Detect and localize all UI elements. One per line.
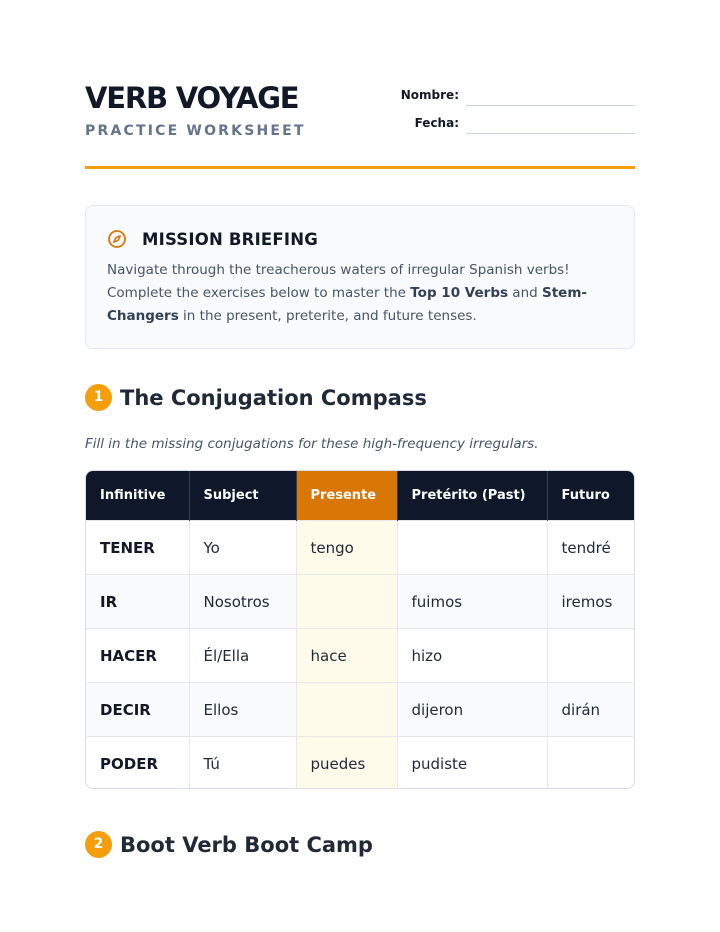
cell-preterito: fuimos: [397, 575, 547, 629]
table-row: [86, 737, 634, 790]
cell-subject: Ellos: [189, 683, 296, 737]
table-row: [86, 629, 634, 683]
date-label: Fecha:: [414, 116, 459, 130]
mission-briefing-box: [85, 205, 635, 349]
cell-futuro: tendré: [547, 521, 634, 575]
briefing-text-part: in the present, preterite, and future tenses.: [178, 308, 477, 324]
cell-presente: hace: [296, 629, 397, 683]
compass-icon: [107, 229, 127, 249]
section-1-instructions: Fill in the missing conjugations for these high-frequency irregulars.: [85, 436, 539, 452]
cell-futuro: dirán: [547, 683, 634, 737]
briefing-text: [107, 259, 607, 328]
table-row: [86, 683, 634, 737]
cell-preterito: dijeron: [397, 683, 547, 737]
cell-presente: puedes: [296, 737, 397, 790]
section-2-number-badge: 2: [85, 831, 112, 858]
section-2-title: Boot Verb Boot Camp: [120, 833, 373, 857]
cell-infinitive: IR: [86, 575, 189, 629]
cell-infinitive: HACER: [86, 629, 189, 683]
table-header-row: [86, 471, 634, 521]
briefing-text-part: and: [508, 285, 542, 301]
cell-presente-blank[interactable]: [296, 575, 397, 629]
section-1-number-badge: 1: [85, 384, 112, 411]
name-field[interactable]: [380, 86, 635, 106]
cell-subject: Nosotros: [189, 575, 296, 629]
table-row: [86, 521, 634, 575]
cell-infinitive: TENER: [86, 521, 189, 575]
name-input-line[interactable]: [466, 105, 635, 106]
cell-preterito: pudiste: [397, 737, 547, 790]
header-infinitive: Infinitive: [86, 471, 189, 521]
header-preterito: Pretérito (Past): [397, 471, 547, 521]
header-presente: Presente: [296, 471, 397, 521]
cell-preterito: hizo: [397, 629, 547, 683]
cell-futuro-blank[interactable]: [547, 737, 634, 790]
conjugation-table: [85, 470, 635, 789]
date-input-line[interactable]: [466, 133, 635, 134]
briefing-bold-stem-changers: Stem-Changers: [107, 285, 588, 324]
briefing-bold-top-verbs: Top 10 Verbs: [410, 285, 509, 301]
cell-subject: Él/Ella: [189, 629, 296, 683]
cell-infinitive: PODER: [86, 737, 189, 790]
briefing-title: MISSION BRIEFING: [142, 230, 318, 249]
header-futuro: Futuro: [547, 471, 634, 521]
cell-preterito-blank[interactable]: [397, 521, 547, 575]
cell-subject: Yo: [189, 521, 296, 575]
header-subject: Subject: [189, 471, 296, 521]
cell-futuro-blank[interactable]: [547, 629, 634, 683]
header-divider: [85, 166, 635, 169]
cell-infinitive: DECIR: [86, 683, 189, 737]
cell-futuro: iremos: [547, 575, 634, 629]
date-field[interactable]: [380, 114, 635, 134]
cell-subject: Tú: [189, 737, 296, 790]
table-row: [86, 575, 634, 629]
name-label: Nombre:: [400, 88, 459, 102]
section-1-title: The Conjugation Compass: [120, 386, 427, 410]
cell-presente-blank[interactable]: [296, 683, 397, 737]
worksheet-subtitle: PRACTICE WORKSHEET: [85, 123, 306, 139]
briefing-text-part: Navigate through the treacherous waters of irregular Spanish verbs! Complete the exercises below to master the: [107, 262, 570, 301]
cell-presente: tengo: [296, 521, 397, 575]
worksheet-title: VERB VOYAGE: [85, 81, 299, 115]
